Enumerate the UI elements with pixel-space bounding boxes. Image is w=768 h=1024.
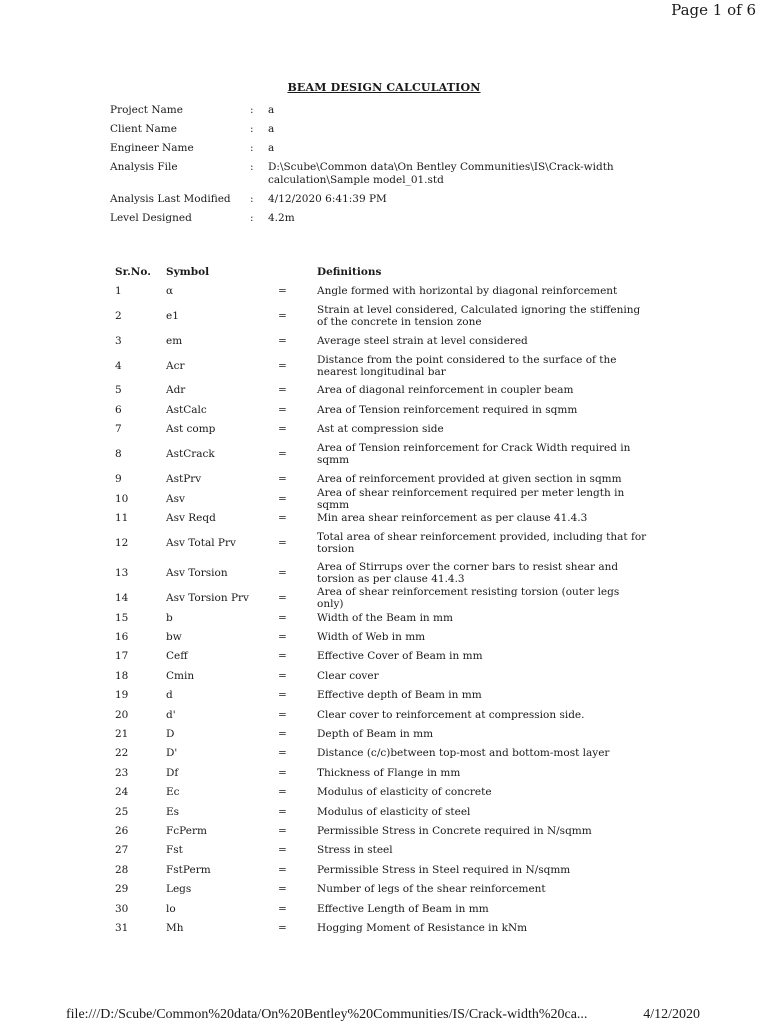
table-row <box>115 802 655 821</box>
info-label: Analysis Last Modified <box>110 193 231 205</box>
row-equals: = <box>278 921 287 934</box>
row-number: 2 <box>115 309 122 322</box>
table-row <box>115 783 655 802</box>
info-row <box>110 161 670 187</box>
row-definition: Clear cover <box>317 669 379 682</box>
row-symbol: Legs <box>166 883 192 896</box>
row-equals: = <box>278 334 287 347</box>
row-symbol: Asv <box>166 492 185 505</box>
row-number: 23 <box>115 766 129 779</box>
info-row <box>110 104 670 117</box>
table-row <box>115 686 655 705</box>
row-number: 28 <box>115 863 129 876</box>
table-row <box>115 381 655 400</box>
row-equals: = <box>278 403 287 416</box>
row-equals: = <box>278 611 287 624</box>
info-value: a <box>268 142 275 154</box>
row-number: 22 <box>115 747 129 760</box>
row-symbol: Fst <box>166 844 183 857</box>
row-number: 8 <box>115 448 122 461</box>
table-row <box>115 558 655 589</box>
row-definition: Hogging Moment of Resistance in kNm <box>317 921 528 934</box>
row-equals: = <box>278 511 287 524</box>
row-equals: = <box>278 708 287 721</box>
row-definition: Ast at compression side <box>317 423 444 436</box>
row-definition: Depth of Beam in mm <box>317 728 434 741</box>
row-number: 26 <box>115 825 129 837</box>
row-definition: Area of Stirrups over the corner bars to resist shear and torsion as per clause 41.4.3 <box>317 561 619 586</box>
row-definition: Effective depth of Beam in mm <box>317 689 482 702</box>
row-number: 14 <box>115 592 129 605</box>
row-definition: Modulus of elasticity of concrete <box>317 786 492 799</box>
header-definitions: Definitions <box>317 265 382 278</box>
row-definition: Area of Tension reinforcement required in sqmm <box>317 403 578 416</box>
row-definition: Strain at level considered, Calculated ignoring the stiffening of the concrete in tension zone <box>317 303 641 328</box>
table-row <box>115 899 655 918</box>
row-equals: = <box>278 567 287 580</box>
info-colon: : <box>250 193 254 205</box>
info-row <box>110 123 670 136</box>
table-row <box>115 486 655 511</box>
row-definition: Permissible Stress in Concrete required in N/sqmm <box>317 825 592 837</box>
row-symbol: α <box>166 284 174 297</box>
row-symbol: lo <box>166 902 176 915</box>
table-row <box>115 705 655 724</box>
page-footer <box>66 1006 700 1024</box>
row-symbol: Adr <box>166 384 186 397</box>
footer-date: 4/12/2020 <box>643 1007 700 1022</box>
row-number: 4 <box>115 359 122 372</box>
info-row <box>110 193 670 206</box>
info-label: Level Designed <box>110 212 192 224</box>
row-equals: = <box>278 747 287 760</box>
table-row <box>115 724 655 743</box>
row-equals: = <box>278 492 287 505</box>
row-symbol: d <box>166 689 173 702</box>
row-number: 20 <box>115 708 129 721</box>
row-number: 10 <box>115 492 129 505</box>
row-number: 31 <box>115 921 129 934</box>
row-equals: = <box>278 448 287 461</box>
row-definition: Width of the Beam in mm <box>317 611 453 624</box>
row-symbol: Ec <box>166 786 180 799</box>
row-number: 11 <box>115 511 129 524</box>
row-symbol: Acr <box>166 359 185 372</box>
row-definition: Modulus of elasticity of steel <box>317 805 471 818</box>
info-colon: : <box>250 104 254 116</box>
table-row <box>115 439 655 470</box>
row-definition: Permissible Stress in Steel required in N/sqmm <box>317 863 571 876</box>
table-row <box>115 300 655 331</box>
info-value: a <box>268 104 275 116</box>
row-definition: Area of Tension reinforcement for Crack Width required in sqmm <box>317 442 631 467</box>
row-equals: = <box>278 786 287 799</box>
table-row <box>115 528 655 559</box>
document-title: BEAM DESIGN CALCULATION <box>287 81 481 94</box>
row-definition: Number of legs of the shear reinforcement <box>317 883 546 896</box>
table-row <box>115 281 655 300</box>
row-definition: Area of shear reinforcement required per meter length in sqmm <box>317 486 625 511</box>
header-symbol: Symbol <box>166 265 210 278</box>
table-row <box>115 860 655 879</box>
row-number: 27 <box>115 844 129 857</box>
row-equals: = <box>278 592 287 605</box>
row-number: 6 <box>115 403 122 416</box>
row-equals: = <box>278 805 287 818</box>
info-label: Engineer Name <box>110 142 194 154</box>
row-number: 30 <box>115 902 129 915</box>
row-symbol: D' <box>166 747 178 760</box>
info-value: 4.2m <box>268 212 295 224</box>
row-equals: = <box>278 284 287 297</box>
row-number: 5 <box>115 384 122 397</box>
table-row <box>115 879 655 898</box>
table-row <box>115 918 655 937</box>
row-number: 13 <box>115 567 129 580</box>
row-number: 9 <box>115 473 122 486</box>
row-equals: = <box>278 728 287 741</box>
info-value: a <box>268 123 275 135</box>
row-equals: = <box>278 359 287 372</box>
row-symbol: e1 <box>166 309 179 322</box>
row-definition: Stress in steel <box>317 844 393 857</box>
row-equals: = <box>278 689 287 702</box>
row-equals: = <box>278 309 287 322</box>
row-symbol: Asv Reqd <box>166 511 216 524</box>
row-equals: = <box>278 766 287 779</box>
row-symbol: Df <box>166 766 179 779</box>
table-row <box>115 627 655 646</box>
row-symbol: Asv Torsion Prv <box>166 592 249 605</box>
table-row <box>115 841 655 860</box>
info-colon: : <box>250 212 254 224</box>
row-symbol: em <box>166 334 183 347</box>
row-definition: Total area of shear reinforcement provided, including that for torsion <box>317 530 647 555</box>
row-equals: = <box>278 473 287 486</box>
row-symbol: FstPerm <box>166 863 211 876</box>
definitions-header-row <box>115 262 655 281</box>
info-row <box>110 212 670 225</box>
row-definition: Area of reinforcement provided at given section in sqmm <box>317 473 622 486</box>
row-equals: = <box>278 902 287 915</box>
row-definition: Effective Length of Beam in mm <box>317 902 489 915</box>
row-number: 16 <box>115 631 129 644</box>
row-number: 12 <box>115 536 129 549</box>
row-symbol: Ast comp <box>166 423 216 436</box>
row-equals: = <box>278 631 287 644</box>
table-row <box>115 400 655 419</box>
row-definition: Distance (c/c)between top-most and bottom-most layer <box>317 747 610 760</box>
row-equals: = <box>278 650 287 663</box>
row-symbol: AstPrv <box>166 473 202 486</box>
row-symbol: FcPerm <box>166 825 207 837</box>
info-label: Project Name <box>110 104 183 116</box>
row-number: 21 <box>115 728 129 741</box>
row-symbol: Mh <box>166 921 184 934</box>
definitions-table <box>115 262 655 938</box>
footer-file-url: file:///D:/Scube/Common%20data/On%20Bentley%20Communities/IS/Crack-width%20ca... <box>66 1007 588 1022</box>
row-number: 1 <box>115 284 122 297</box>
table-row <box>115 608 655 627</box>
row-definition: Effective Cover of Beam in mm <box>317 650 483 663</box>
row-number: 15 <box>115 611 129 624</box>
info-label: Analysis File <box>110 161 178 173</box>
row-symbol: Asv Torsion <box>166 567 228 580</box>
row-symbol: AstCrack <box>166 448 215 461</box>
info-colon: : <box>250 161 254 173</box>
table-row <box>115 350 655 381</box>
info-value: D:\Scube\Common data\On Bentley Communities\IS\Crack-width calculation\Sample model_01.std <box>268 161 614 186</box>
row-definition: Area of shear reinforcement resisting torsion (outer legs only) <box>317 586 620 611</box>
row-definition: Area of diagonal reinforcement in coupler beam <box>317 384 574 397</box>
row-symbol: D <box>166 728 175 741</box>
row-symbol: Es <box>166 805 180 818</box>
row-equals: = <box>278 863 287 876</box>
row-symbol: Ceff <box>166 650 188 663</box>
row-definition: Min area shear reinforcement as per clause 41.4.3 <box>317 511 588 524</box>
table-row <box>115 586 655 611</box>
table-row <box>115 666 655 685</box>
row-number: 24 <box>115 786 129 799</box>
table-row <box>115 420 655 439</box>
info-value: 4/12/2020 6:41:39 PM <box>268 193 387 205</box>
row-definition: Thickness of Flange in mm <box>317 766 461 779</box>
info-colon: : <box>250 123 254 135</box>
row-number: 18 <box>115 669 129 682</box>
row-equals: = <box>278 844 287 857</box>
row-equals: = <box>278 536 287 549</box>
table-row <box>115 821 655 840</box>
row-equals: = <box>278 423 287 436</box>
row-equals: = <box>278 883 287 896</box>
info-colon: : <box>250 142 254 154</box>
row-symbol: Asv Total Prv <box>166 536 236 549</box>
table-row <box>115 508 655 527</box>
row-symbol: AstCalc <box>166 403 207 416</box>
row-definition: Clear cover to reinforcement at compression side. <box>317 708 585 721</box>
row-number: 29 <box>115 883 129 896</box>
table-row <box>115 647 655 666</box>
row-number: 19 <box>115 689 129 702</box>
row-number: 3 <box>115 334 122 347</box>
row-symbol: Cmin <box>166 669 195 682</box>
row-definition: Distance from the point considered to the surface of the nearest longitudinal bar <box>317 353 617 378</box>
row-symbol: bw <box>166 631 182 644</box>
table-row <box>115 744 655 763</box>
row-definition: Average steel strain at level considered <box>317 334 528 347</box>
table-row <box>115 763 655 782</box>
row-symbol: b <box>166 611 173 624</box>
row-number: 7 <box>115 423 122 436</box>
row-number: 17 <box>115 650 129 663</box>
info-row <box>110 142 670 155</box>
row-equals: = <box>278 669 287 682</box>
table-row <box>115 331 655 350</box>
row-symbol: d' <box>166 708 176 721</box>
row-definition: Width of Web in mm <box>317 631 426 644</box>
row-number: 25 <box>115 805 129 818</box>
info-label: Client Name <box>110 123 177 135</box>
header-sr-no: Sr.No. <box>115 265 151 278</box>
project-info <box>110 104 670 231</box>
row-equals: = <box>278 384 287 397</box>
page-number: Page 1 of 6 <box>671 1 756 19</box>
row-definition: Angle formed with horizontal by diagonal reinforcement <box>317 284 618 297</box>
row-equals: = <box>278 825 287 837</box>
